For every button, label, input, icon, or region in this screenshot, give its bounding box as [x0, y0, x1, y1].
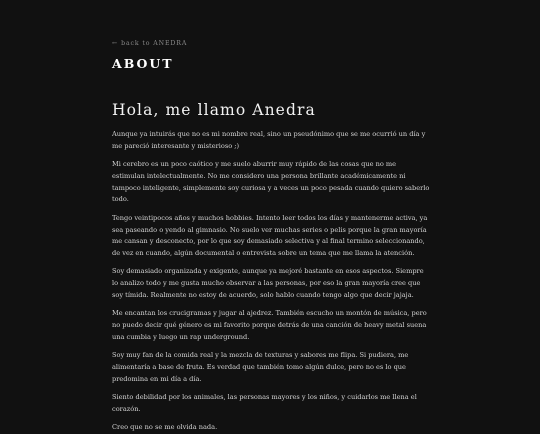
paragraph: Creo que no se me olvida nada. — [112, 423, 218, 432]
back-link[interactable] — [112, 40, 430, 48]
paragraph: Mi cerebro es un poco caótico y me suelo aburrir muy rápido de las cosas que no me estimulan intelectualmente. No me considero una persona brillante académicamente ni tampoco inteligente, simplemente soy curiosa y a veces un poco pesada cuando quiero saberlo todo. — [112, 160, 430, 204]
back-link-label: back to ANEDRA — [121, 40, 188, 47]
paragraph: Me encantan los crucigramas y jugar al ajedrez. También escucho un montón de música, pero no puedo decir qué género es mi favorito porque detrás de una canción de heavy metal suena una cumbia y luego un rap underground. — [112, 309, 427, 341]
paragraph: Aunque ya intuirás que no es mi nombre real, sino un pseudónimo que se me ocurrió un día y me pareció interesante y misterioso ;) — [112, 130, 426, 150]
post-content — [112, 129, 430, 434]
post-heading: Hola, me llamo Anedra — [112, 101, 316, 119]
back-arrow-icon: ← — [112, 40, 119, 47]
page-title: ABOUT — [112, 56, 174, 71]
paragraph: Siento debilidad por los animales, las personas mayores y los niños, y cuidarlos me llena el corazón. — [112, 393, 417, 413]
paragraph: Tengo veintipocos años y muchos hobbies. Intento leer todos los días y mantenerme activa, ya sea paseando o yendo al gimnasio. No suelo ver muchas series o pelis porque la gran mayoría me cansan y desconecto, por lo que soy demasiado selectiva y al final termino seleccionando, de vez en cuando, algún documental o entrevista sobre un tema que me llama la atención. — [112, 213, 428, 257]
paragraph: Soy demasiado organizada y exigente, aunque ya mejoré bastante en esos aspectos. Siempre lo analizo todo y me gusta mucho observar a las personas, por eso la gran mayoría cree que soy tímida. Realmente no estoy de acuerdo, solo hablo cuando tengo algo que decir jajaja. — [112, 267, 424, 299]
paragraph: Soy muy fan de la comida real y la mezcla de texturas y sabores me flipa. Si pudiera, me alimentaría a base de fruta. Es verdad que también tomo algún dulce, pero no es lo que predomina en mi día a día. — [112, 351, 409, 383]
